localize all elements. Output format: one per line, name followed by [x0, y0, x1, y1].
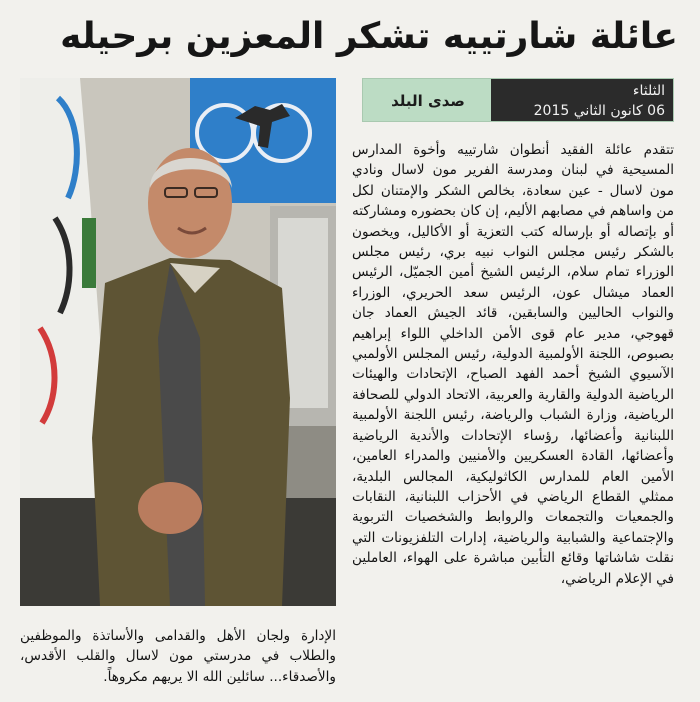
source-bar: [362, 78, 674, 122]
publication-date: 06 كانون الثاني 2015: [533, 103, 665, 119]
article-continuation: [20, 626, 336, 687]
article-text: تتقدم عائلة الفقيد أنطوان شارتييه وأخوة المدارس المسيحية في لبنان ومدرسة الفرير مون لاسال ونادي مون لاسال - عين سعادة، بخالص الشكر والإمتنان لكل من واساهم في مصابهم الأليم، إن كان بحضوره ومشاركته أو بإتصاله أو بإرساله كتب التعزية أو الأكاليل، ويخصون بالشكر رئيس مجلس النواب نبيه بري، رئيس مجلس الوزراء تمام سلام، الرئيس الشيخ أمين الجميّل، الرئيس العماد ميشال عون، الرئيس سعد الحريري، الوزراء والنواب الحاليين والسابقين، قائد الجيش العماد جان قهوجي، مدير عام قوى الأمن الداخلي اللواء إبراهيم بصبوص، اللجنة الأولمبية الدولية، رئيس المجلس الأولمبي الآسيوي الشيخ أحمد الفهد الصباح، الإتحادات والهيئات الرياضية الدولية والقارية والعربية، الاتحاد الدولي للصحافة الرياضية، وزارة الشباب والرياضة، رئيس اللجنة الأولمبية اللبنانية وأعضائها، رؤساء الإتحادات والأندية الرياضية وأعضائها، القادة العسكريين والأمنيين والمدراء العامين، الأمين العام للمدارس الكاثوليكية، المجالس البلدية، ممثلي القطاع الرياضي في الأحزاب اللبنانية، النقابات والجمعيات والتجمعات والروابط والشخصيات التربوية والإجتماعية والشبابية والرياضية، إدارات التلفزيونات التي نقلت شاشاتها وقائع التأبين مباشرة على الهواء، العاملين في الإعلام الرياضي،: [352, 142, 674, 587]
continuation-text: الإدارة ولجان الأهل والقدامى والأساتذة والموظفين والطلاب في مدرستي مون لاسال والقلب الأقدس، والأصدقاء... سائلين الله الا يريهم مكروهاً.: [20, 628, 336, 685]
publication-day: الثلثاء: [632, 83, 665, 99]
headline: عائلة شارتييه تشكر المعزين برحيله: [60, 16, 678, 57]
article-photo: [20, 78, 336, 606]
article-body: [352, 140, 674, 589]
date-block: [491, 79, 673, 121]
flag-pole-stripe: [82, 218, 96, 288]
portrait-photo: [20, 78, 336, 606]
newspaper-name: صدى البلد: [391, 92, 465, 110]
man-hand: [138, 482, 202, 534]
